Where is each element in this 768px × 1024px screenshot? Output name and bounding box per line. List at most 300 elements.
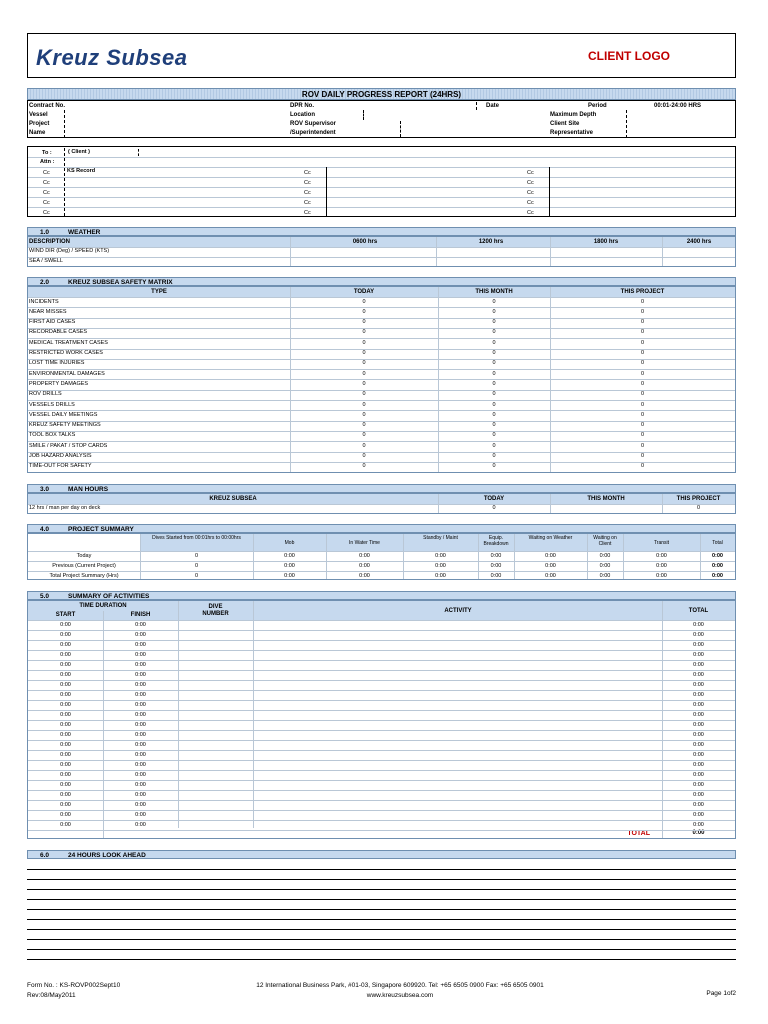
activity-total: 0:00 — [693, 671, 704, 678]
divider — [28, 318, 735, 319]
divider — [28, 690, 735, 691]
divider — [28, 247, 735, 248]
safety-row-project: 0 — [640, 463, 645, 470]
ps-row-value: 0:00 — [435, 552, 446, 559]
cc-label: Cc — [304, 170, 311, 176]
safety-row-month: 0 — [492, 329, 496, 336]
divider — [363, 110, 364, 120]
divider — [28, 790, 735, 791]
divider — [28, 630, 735, 631]
label-contract-no: Contract No. — [29, 103, 65, 109]
col-finish: FINISH — [130, 612, 151, 618]
divider — [28, 760, 735, 761]
activity-total: 0:00 — [693, 821, 704, 828]
safety-row-type: RECORDABLE CASES — [29, 329, 88, 336]
divider — [28, 257, 735, 258]
activity-total: 0:00 — [693, 651, 704, 658]
weather-time-2400: 2400 hrs — [686, 239, 712, 245]
divider — [400, 121, 401, 137]
safety-row-today: 0 — [362, 380, 366, 387]
safety-row-project: 0 — [640, 442, 645, 449]
divider — [28, 462, 735, 463]
activity-finish: 0:00 — [135, 811, 146, 818]
ps-row-value: 0:00 — [359, 562, 370, 569]
safety-row-month: 0 — [492, 391, 496, 398]
lookahead-line — [27, 959, 736, 960]
ps-row-value: 0:00 — [656, 562, 667, 569]
activity-total: 0:00 — [693, 781, 704, 788]
cc-label: Cc — [43, 210, 50, 216]
page-number: Page 1of2 — [706, 990, 736, 997]
safety-row-type: LOST TIME INJURIES — [29, 360, 85, 367]
safety-row-type: ROV DRILLS — [29, 391, 62, 398]
safety-header — [27, 277, 736, 286]
divider — [28, 730, 735, 731]
activity-start: 0:00 — [60, 651, 71, 658]
ps-row-value: 0:00 — [545, 562, 556, 569]
cc-label: Cc — [304, 200, 311, 206]
activity-start: 0:00 — [60, 751, 71, 758]
company-website[interactable]: www.kreuzsubsea.com — [366, 992, 434, 999]
safety-row-type: INCIDENTS — [29, 298, 59, 305]
divider — [28, 810, 735, 811]
label-client-site: Client Site — [550, 121, 580, 127]
divider — [28, 700, 735, 701]
ps-row-value: 0:00 — [656, 572, 667, 579]
divider — [28, 551, 735, 552]
activity-start: 0:00 — [60, 671, 71, 678]
activities-total-label: TOTAL — [627, 830, 650, 837]
safety-row-type: ENVIRONMENTAL DAMAGES — [29, 370, 105, 377]
safety-row-month: 0 — [492, 401, 496, 408]
weather-time-1800: 1800 hrs — [593, 239, 619, 245]
safety-col-project: THIS PROJECT — [620, 289, 665, 295]
activity-finish: 0:00 — [135, 781, 146, 788]
ps-row-label: Previous (Current Project) — [52, 562, 116, 569]
cc-label: Cc — [43, 180, 50, 186]
label-location: Location — [290, 112, 315, 118]
safety-row-today: 0 — [362, 319, 366, 326]
ps-row-value: 0 — [194, 552, 199, 559]
divider — [28, 390, 735, 391]
label-project: Project — [29, 121, 50, 127]
ps-col-header: Transit — [653, 540, 670, 546]
col-activity: ACTIVITY — [444, 608, 472, 614]
activity-start: 0:00 — [60, 821, 71, 828]
weather-header — [27, 227, 736, 236]
client-logo: CLIENT LOGO — [588, 49, 670, 63]
ps-row-value: 0:00 — [490, 572, 502, 579]
activity-start: 0:00 — [60, 631, 71, 638]
divider — [28, 650, 735, 651]
cc-label: Cc — [527, 170, 534, 176]
safety-row-type: VESSELS DRILLS — [29, 401, 75, 408]
weather-row-sea: SEA / SWELL — [29, 258, 63, 264]
activity-total: 0:00 — [693, 791, 704, 798]
safety-row-today: 0 — [362, 432, 366, 439]
ps-col-header: Equip. Breakdown — [483, 535, 509, 548]
section-number: 3.0 — [40, 486, 50, 493]
ks-record: KS Record — [67, 168, 96, 174]
safety-row-type: NEAR MISSES — [29, 308, 67, 315]
safety-row-type: RESTRICTED WORK CASES — [29, 350, 103, 356]
safety-row-month: 0 — [492, 442, 496, 449]
ps-row-value: 0:00 — [711, 562, 723, 569]
section-title: PROJECT SUMMARY — [68, 526, 134, 533]
activity-total: 0:00 — [693, 731, 704, 738]
divider — [64, 110, 65, 138]
divider — [28, 431, 735, 432]
lookahead-line — [27, 879, 736, 880]
lookahead-line — [27, 919, 736, 920]
safety-row-project: 0 — [640, 380, 645, 387]
divider — [290, 237, 291, 266]
activity-finish: 0:00 — [135, 721, 146, 728]
activity-finish: 0:00 — [135, 761, 146, 768]
divider — [64, 148, 65, 216]
safety-row-project: 0 — [640, 391, 645, 398]
manhours-row-label: 12 hrs / man per day on deck — [29, 505, 101, 511]
ps-row-value: 0:00 — [284, 562, 295, 569]
divider — [550, 237, 551, 266]
divider — [662, 237, 663, 266]
safety-row-today: 0 — [362, 360, 366, 367]
activity-total: 0:00 — [693, 701, 704, 708]
safety-row-type: VESSEL DAILY MEETINGS — [29, 411, 98, 418]
safety-row-month: 0 — [492, 350, 496, 356]
activity-total: 0:00 — [693, 771, 704, 778]
safety-row-month: 0 — [492, 319, 496, 326]
to-value: ( Client ) — [68, 149, 90, 155]
activity-start: 0:00 — [60, 701, 71, 708]
ps-col-header: Dives Started from 00:01hrs to 00:00hrs — [152, 535, 241, 541]
ps-row-value: 0:00 — [359, 572, 370, 579]
ps-row-value: 0:00 — [359, 552, 370, 559]
ps-row-value: 0:00 — [656, 552, 667, 559]
divider — [28, 720, 735, 721]
divider — [549, 167, 550, 216]
safety-row-project: 0 — [640, 453, 645, 459]
divider — [626, 110, 627, 138]
activity-start: 0:00 — [60, 661, 71, 668]
activity-start: 0:00 — [60, 641, 71, 648]
activity-start: 0:00 — [60, 791, 71, 798]
safety-row-today: 0 — [362, 298, 366, 305]
divider — [28, 177, 735, 178]
manhours-header — [27, 484, 736, 493]
safety-row-today: 0 — [362, 442, 366, 449]
safety-row-project: 0 — [640, 370, 645, 377]
lookahead-line — [27, 899, 736, 900]
period-value: 00:01-24:00 HRS — [654, 103, 702, 109]
activity-finish: 0:00 — [135, 691, 146, 698]
safety-row-today: 0 — [362, 370, 366, 377]
safety-row-type: TIME-OUT FOR SAFETY — [29, 463, 92, 470]
manhours-col-month: THIS MONTH — [587, 496, 625, 502]
ps-col-header: In Water Time — [349, 540, 380, 546]
cc-label: Cc — [527, 180, 534, 186]
safety-row-today: 0 — [362, 329, 366, 336]
activity-total: 0:00 — [693, 691, 704, 698]
divider — [28, 452, 735, 453]
safety-row-month: 0 — [492, 422, 496, 429]
lookahead-line — [27, 939, 736, 940]
divider — [28, 820, 735, 821]
label-superintendent: /Superintendent — [290, 130, 336, 136]
manhours-project-value: 0 — [696, 505, 701, 511]
divider — [28, 640, 735, 641]
divider — [28, 197, 735, 198]
divider — [28, 441, 735, 442]
safety-row-type: PROPERTY DAMAGES — [29, 380, 89, 387]
activity-finish: 0:00 — [135, 631, 146, 638]
divider — [28, 660, 735, 661]
cc-label: Cc — [43, 190, 50, 196]
cc-label: Cc — [527, 200, 534, 206]
section-number: 5.0 — [40, 593, 50, 600]
safety-row-type: JOB HAZARD ANALYSIS — [29, 453, 92, 459]
manhours-today-value: 0 — [492, 505, 496, 511]
divider — [28, 410, 735, 411]
divider — [28, 800, 735, 801]
activity-total: 0:00 — [693, 711, 704, 718]
activity-finish: 0:00 — [135, 791, 146, 798]
safety-row-month: 0 — [492, 370, 496, 377]
divider — [438, 494, 439, 513]
activity-finish: 0:00 — [135, 661, 146, 668]
safety-row-project: 0 — [640, 350, 645, 356]
section-number: 2.0 — [40, 279, 50, 286]
safety-row-type: MEDICAL TREATMENT CASES — [29, 339, 108, 346]
safety-row-month: 0 — [492, 432, 496, 439]
lookahead-line — [27, 949, 736, 950]
ps-row-value: 0:00 — [599, 562, 611, 569]
cc-label: Cc — [527, 190, 534, 196]
section-number: 6.0 — [40, 852, 50, 859]
divider — [662, 494, 663, 513]
safety-row-today: 0 — [362, 453, 366, 459]
divider — [28, 328, 735, 329]
label-to: To : — [42, 150, 52, 156]
activity-total: 0:00 — [693, 811, 704, 818]
ps-col-header: Waiting on Client — [593, 535, 617, 548]
safety-row-month: 0 — [492, 298, 496, 305]
activity-total: 0:00 — [693, 661, 704, 668]
activity-total: 0:00 — [693, 621, 704, 628]
safety-row-today: 0 — [362, 339, 366, 346]
safety-row-today: 0 — [362, 411, 366, 418]
safety-row-today: 0 — [362, 422, 366, 429]
divider — [138, 149, 139, 156]
safety-row-today: 0 — [362, 401, 366, 408]
lookahead-area — [27, 859, 736, 959]
activity-finish: 0:00 — [135, 621, 146, 628]
divider — [28, 359, 735, 360]
activity-total: 0:00 — [693, 761, 704, 768]
lookahead-line — [27, 909, 736, 910]
divider — [476, 102, 477, 110]
label-name: Name — [29, 130, 46, 136]
ps-row-value: 0 — [194, 572, 199, 579]
divider — [28, 307, 735, 308]
activity-start: 0:00 — [60, 621, 71, 628]
cc-label: Cc — [304, 190, 311, 196]
divider — [28, 187, 735, 188]
col-total: TOTAL — [688, 608, 709, 614]
report-title: ROV DAILY PROGRESS REPORT (24HRS) — [301, 90, 462, 99]
safety-row-type: TOOL BOX TALKS — [29, 432, 76, 439]
activity-total: 0:00 — [693, 681, 704, 688]
ps-row-value: 0:00 — [599, 572, 611, 579]
activity-finish: 0:00 — [135, 751, 146, 758]
divider — [28, 369, 735, 370]
divider — [28, 830, 735, 831]
col-dive: DIVE — [208, 604, 223, 610]
project-summary-header — [27, 524, 736, 533]
activity-total: 0:00 — [693, 801, 704, 808]
label-period: Period — [588, 103, 607, 109]
divider — [253, 601, 254, 828]
lookahead-line — [27, 929, 736, 930]
divider — [28, 770, 735, 771]
divider — [28, 750, 735, 751]
safety-row-month: 0 — [492, 360, 496, 367]
activity-finish: 0:00 — [135, 711, 146, 718]
safety-row-project: 0 — [640, 422, 645, 429]
divider — [178, 601, 179, 828]
safety-row-project: 0 — [640, 339, 645, 346]
activity-start: 0:00 — [60, 801, 71, 808]
activity-start: 0:00 — [60, 761, 71, 768]
activity-total: 0:00 — [693, 741, 704, 748]
activity-start: 0:00 — [60, 771, 71, 778]
col-start: START — [55, 612, 76, 618]
cc-label: Cc — [43, 170, 50, 176]
ps-row-value: 0:00 — [711, 572, 723, 579]
label-attn: Attn : — [40, 159, 55, 165]
activity-total: 0:00 — [693, 721, 704, 728]
weather-row-wind: WIND DIR (Deg) / SPEED (KTS) — [29, 248, 110, 254]
divider — [28, 670, 735, 671]
safety-row-month: 0 — [492, 453, 496, 459]
section-title: KREUZ SUBSEA SAFETY MATRIX — [68, 279, 173, 286]
cc-label: Cc — [304, 180, 311, 186]
safety-row-project: 0 — [640, 329, 645, 336]
manhours-col-kreuz: KREUZ SUBSEA — [209, 496, 257, 502]
activity-start: 0:00 — [60, 721, 71, 728]
activity-start: 0:00 — [60, 691, 71, 698]
activity-start: 0:00 — [60, 811, 71, 818]
lookahead-line — [27, 869, 736, 870]
activity-total: 0:00 — [693, 641, 704, 648]
activity-start: 0:00 — [60, 741, 71, 748]
divider — [28, 740, 735, 741]
activity-start: 0:00 — [60, 711, 71, 718]
weather-description-label: DESCRIPTION — [29, 239, 71, 245]
distribution-box — [27, 146, 736, 217]
activity-finish: 0:00 — [135, 681, 146, 688]
activity-finish: 0:00 — [135, 641, 146, 648]
revision: Rev:08/May2011 — [27, 992, 76, 999]
safety-row-project: 0 — [640, 308, 645, 315]
manhours-table — [27, 493, 736, 514]
safety-row-type: FIRST AID CASES — [29, 319, 76, 326]
activities-total-value: 0:00 — [692, 830, 705, 836]
divider — [28, 780, 735, 781]
safety-row-today: 0 — [362, 350, 366, 356]
activity-finish: 0:00 — [135, 741, 146, 748]
safety-row-month: 0 — [492, 339, 496, 346]
safety-row-month: 0 — [492, 411, 496, 418]
safety-row-project: 0 — [640, 319, 645, 326]
cc-label: Cc — [43, 200, 50, 206]
activity-finish: 0:00 — [135, 731, 146, 738]
manhours-col-project: THIS PROJECT — [676, 496, 721, 502]
activity-finish: 0:00 — [135, 651, 146, 658]
activity-start: 0:00 — [60, 731, 71, 738]
cc-label: Cc — [527, 210, 534, 216]
section-title: SUMMARY OF ACTIVITIES — [68, 593, 150, 600]
divider — [28, 561, 735, 562]
safety-col-type: TYPE — [151, 289, 167, 295]
safety-row-month: 0 — [492, 380, 496, 387]
divider — [28, 571, 735, 572]
ps-col-header: Waiting on Weather — [528, 535, 573, 541]
safety-row-type: KREUZ SAFETY MEETINGS — [29, 422, 101, 429]
divider — [28, 349, 735, 350]
label-date: Date — [486, 103, 500, 109]
info-box — [27, 100, 736, 138]
divider — [436, 237, 437, 266]
divider — [28, 680, 735, 681]
safety-col-month: THIS MONTH — [475, 289, 513, 295]
safety-row-month: 0 — [492, 463, 496, 470]
safety-row-month: 0 — [492, 308, 496, 315]
divider — [28, 167, 735, 168]
label-vessel: Vessel — [29, 112, 48, 118]
section-title: WEATHER — [68, 229, 101, 236]
section-number: 1.0 — [40, 229, 50, 236]
divider — [28, 207, 735, 208]
project-summary-table — [27, 533, 736, 580]
safety-row-type: SMILE / PAKAT / STOP CARDS — [29, 442, 108, 449]
weather-table — [27, 236, 736, 267]
safety-row-project: 0 — [640, 401, 645, 408]
safety-row-today: 0 — [362, 308, 366, 315]
weather-time-0600: 0600 hrs — [352, 239, 378, 245]
divider — [28, 338, 735, 339]
safety-row-project: 0 — [640, 360, 645, 367]
safety-col-today: TODAY — [353, 289, 375, 295]
safety-row-today: 0 — [362, 463, 366, 470]
ps-row-value: 0:00 — [711, 552, 723, 559]
report-title-bar — [27, 88, 736, 100]
company-address: 12 International Business Park, #01-03, Singapore 609920. Tel: +65 6505 0900 Fax: +65 6505 0901 — [256, 982, 544, 989]
form-number: Form No. : KS-ROVP002Sept10 — [27, 982, 121, 989]
label-rov-supervisor: ROV Supervisor — [290, 121, 337, 127]
safety-row-project: 0 — [640, 411, 645, 418]
label-representative: Representative — [550, 130, 594, 136]
activity-total: 0:00 — [693, 631, 704, 638]
header-box — [27, 33, 736, 78]
ps-row-value: 0:00 — [599, 552, 611, 559]
activities-table — [27, 600, 736, 839]
ps-row-value: 0 — [194, 562, 199, 569]
activities-header — [27, 591, 736, 600]
divider — [550, 494, 551, 513]
ps-row-value: 0:00 — [545, 552, 556, 559]
divider — [326, 167, 327, 216]
